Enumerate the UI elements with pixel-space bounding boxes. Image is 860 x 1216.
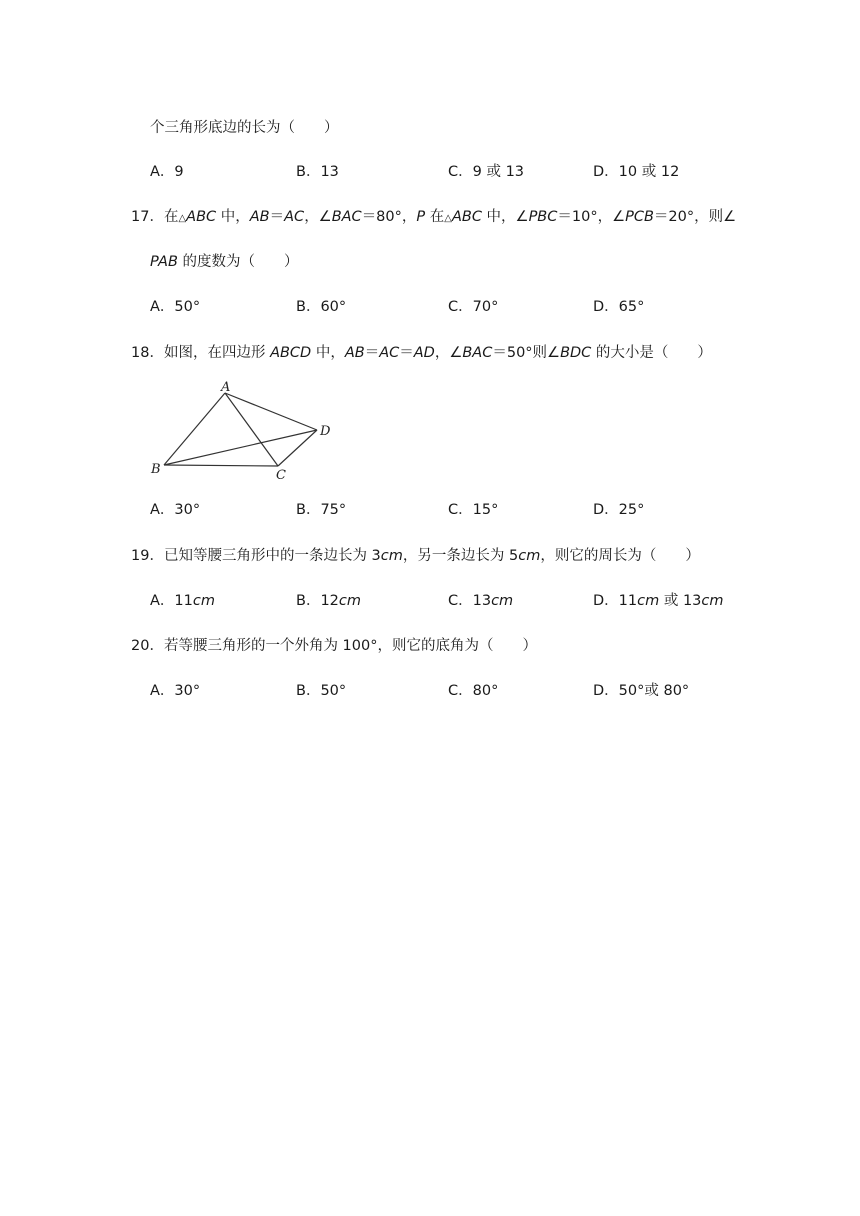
q17-option-c: C．70° bbox=[448, 299, 499, 315]
segment-cd bbox=[278, 430, 317, 466]
segment-bc bbox=[164, 465, 278, 466]
vertex-label-a: A bbox=[221, 380, 231, 395]
q18-option-b: B．75° bbox=[296, 502, 347, 518]
q20-stem: 20．若等腰三角形的一个外角为 100°，则它的底角为（ ） bbox=[131, 638, 537, 654]
q19-option-d: D．11cm 或 13cm bbox=[593, 593, 724, 609]
vertex-label-b: B bbox=[151, 462, 161, 477]
q17-option-a: A．50° bbox=[150, 299, 201, 315]
q17-option-b: B．60° bbox=[296, 299, 347, 315]
quadrilateral-diagram bbox=[145, 378, 340, 482]
q18-stem: 18．如图，在四边形 ABCD 中，AB＝AC＝AD，∠BAC＝50°则∠BDC 的大小是（ ） bbox=[131, 345, 712, 361]
q17-stem-line2: PAB 的度数为（ ） bbox=[150, 254, 299, 270]
q18-option-c: C．15° bbox=[448, 502, 499, 518]
q17-option-d: D．65° bbox=[593, 299, 645, 315]
q19-option-b: B．12cm bbox=[296, 593, 362, 609]
q16-option-a: A．9 bbox=[150, 164, 184, 180]
q16-option-d: D．10 或 12 bbox=[593, 164, 680, 180]
quadrilateral-figure bbox=[145, 378, 340, 482]
q16-option-b: B．13 bbox=[296, 164, 339, 180]
q19-option-a: A．11cm bbox=[150, 593, 215, 609]
q16-option-c: C．9 或 13 bbox=[448, 164, 525, 180]
q20-option-c: C．80° bbox=[448, 683, 499, 699]
q20-option-a: A．30° bbox=[150, 683, 201, 699]
q17-stem-line1: 17．在△ABC 中，AB＝AC，∠BAC＝80°，P 在△ABC 中，∠PBC＝10°，∠PCB＝20°，则∠ bbox=[131, 209, 737, 225]
segment-bd bbox=[164, 430, 317, 465]
q18-option-a: A．30° bbox=[150, 502, 201, 518]
q18-option-d: D．25° bbox=[593, 502, 645, 518]
q19-stem: 19．已知等腰三角形中的一条边长为 3cm，另一条边长为 5cm，则它的周长为（ ） bbox=[131, 548, 700, 564]
vertex-label-d: D bbox=[320, 424, 331, 439]
q20-option-b: B．50° bbox=[296, 683, 347, 699]
segment-ab bbox=[164, 393, 225, 465]
q20-option-d: D．50°或 80° bbox=[593, 683, 690, 699]
q19-option-c: C．13cm bbox=[448, 593, 514, 609]
q16-stem-continuation: 个三角形底边的长为（ ） bbox=[150, 120, 339, 136]
vertex-label-c: C bbox=[276, 468, 286, 482]
